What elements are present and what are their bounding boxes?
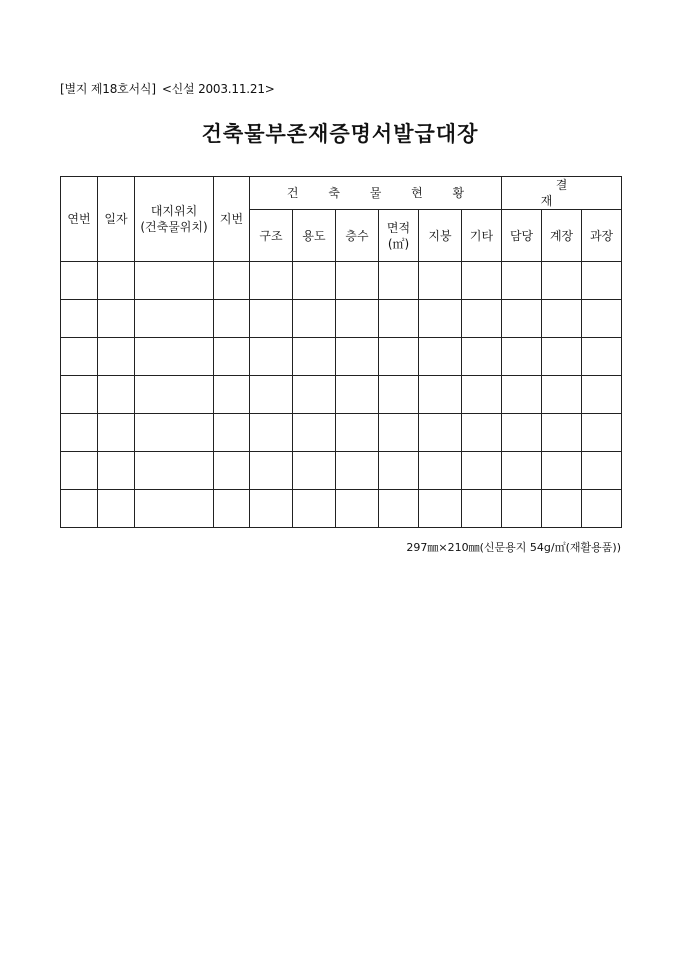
table-cell[interactable]: [61, 490, 98, 528]
table-cell[interactable]: [502, 414, 542, 452]
table-cell[interactable]: [462, 452, 502, 490]
table-cell[interactable]: [98, 262, 135, 300]
table-cell[interactable]: [462, 376, 502, 414]
table-cell[interactable]: [502, 452, 542, 490]
table-cell[interactable]: [214, 338, 250, 376]
table-cell[interactable]: [502, 338, 542, 376]
table-cell[interactable]: [250, 338, 293, 376]
header-approval-text: 결 재: [540, 178, 598, 209]
table-cell[interactable]: [214, 414, 250, 452]
table-cell[interactable]: [336, 490, 379, 528]
table-cell[interactable]: [582, 376, 622, 414]
table-cell[interactable]: [214, 300, 250, 338]
table-cell[interactable]: [336, 376, 379, 414]
table-cell[interactable]: [419, 338, 462, 376]
table-cell[interactable]: [250, 376, 293, 414]
table-cell[interactable]: [542, 262, 582, 300]
table-cell[interactable]: [98, 338, 135, 376]
table-cell[interactable]: [462, 300, 502, 338]
table-cell[interactable]: [98, 414, 135, 452]
table-cell[interactable]: [379, 490, 419, 528]
table-cell[interactable]: [98, 300, 135, 338]
table-cell[interactable]: [379, 300, 419, 338]
table-cell[interactable]: [379, 338, 419, 376]
table-cell[interactable]: [502, 262, 542, 300]
table-cell[interactable]: [542, 300, 582, 338]
table-cell[interactable]: [582, 414, 622, 452]
header-usage: 용도: [293, 210, 336, 262]
table-row: [61, 414, 622, 452]
table-cell[interactable]: [250, 490, 293, 528]
table-cell[interactable]: [250, 452, 293, 490]
header-area-line1: 면적: [386, 220, 411, 235]
form-number-label: [60, 80, 275, 97]
form-revision: <신설 2003.11.21>: [161, 82, 275, 96]
table-cell[interactable]: [293, 414, 336, 452]
header-chief: 계장: [542, 210, 582, 262]
table-cell[interactable]: [98, 376, 135, 414]
table-cell[interactable]: [419, 490, 462, 528]
table-cell[interactable]: [293, 300, 336, 338]
table-cell[interactable]: [61, 376, 98, 414]
header-lot-number: 지번: [214, 177, 250, 262]
table-cell[interactable]: [336, 452, 379, 490]
table-cell[interactable]: [214, 490, 250, 528]
header-building-status: [250, 177, 502, 210]
table-row: [61, 376, 622, 414]
table-cell[interactable]: [214, 452, 250, 490]
table-cell[interactable]: [419, 262, 462, 300]
table-cell[interactable]: [293, 452, 336, 490]
table-cell[interactable]: [250, 414, 293, 452]
header-building-status-text: 건 축 물 현 황: [286, 186, 478, 201]
table-cell[interactable]: [542, 376, 582, 414]
table-cell[interactable]: [502, 300, 542, 338]
header-serial-no: 연번: [61, 177, 98, 262]
header-structure: 구조: [250, 210, 293, 262]
table-cell[interactable]: [293, 490, 336, 528]
table-cell[interactable]: [379, 376, 419, 414]
table-cell[interactable]: [582, 452, 622, 490]
table-row: [61, 300, 622, 338]
header-in-charge: 담당: [502, 210, 542, 262]
table-cell[interactable]: [336, 338, 379, 376]
table-cell[interactable]: [135, 338, 214, 376]
table-row: [61, 490, 622, 528]
table-cell[interactable]: [336, 300, 379, 338]
header-date: 일자: [98, 177, 135, 262]
table-cell[interactable]: [61, 452, 98, 490]
table-cell[interactable]: [542, 414, 582, 452]
table-cell[interactable]: [135, 376, 214, 414]
table-cell[interactable]: [419, 300, 462, 338]
table-cell[interactable]: [542, 338, 582, 376]
table-cell[interactable]: [379, 414, 419, 452]
table-cell[interactable]: [502, 376, 542, 414]
table-cell[interactable]: [61, 300, 98, 338]
table-cell[interactable]: [462, 338, 502, 376]
header-area-close: ): [404, 236, 410, 251]
table-cell[interactable]: [419, 452, 462, 490]
table-cell[interactable]: [336, 414, 379, 452]
header-area-line2: [379, 236, 418, 252]
table-cell[interactable]: [135, 452, 214, 490]
table-cell[interactable]: [582, 300, 622, 338]
table-cell[interactable]: [462, 414, 502, 452]
table-cell[interactable]: [293, 338, 336, 376]
header-area: [379, 210, 419, 262]
paper-spec-footnote: 297㎜×210㎜(신문용지 54g/㎡(재활용품)): [406, 541, 621, 554]
header-area-unit: (㎡: [387, 236, 405, 251]
header-row-main: [61, 177, 622, 210]
header-other: 기타: [462, 210, 502, 262]
table-row: [61, 452, 622, 490]
header-approval: [502, 177, 622, 210]
header-roof: 지붕: [419, 210, 462, 262]
table-cell[interactable]: [135, 262, 214, 300]
table-cell[interactable]: [250, 262, 293, 300]
table-cell[interactable]: [214, 262, 250, 300]
table-cell[interactable]: [462, 490, 502, 528]
table-row: [61, 262, 622, 300]
table-cell[interactable]: [250, 300, 293, 338]
header-site-location-line1: 대지위치: [150, 204, 198, 218]
table-cell[interactable]: [135, 414, 214, 452]
table-cell[interactable]: [293, 262, 336, 300]
table-cell[interactable]: [379, 262, 419, 300]
table-cell[interactable]: [542, 452, 582, 490]
table-cell[interactable]: [135, 490, 214, 528]
ledger-body: [61, 262, 622, 528]
table-cell[interactable]: [98, 452, 135, 490]
table-cell[interactable]: [502, 490, 542, 528]
table-cell[interactable]: [214, 376, 250, 414]
table-row: [61, 338, 622, 376]
table-cell[interactable]: [98, 490, 135, 528]
table-cell[interactable]: [336, 262, 379, 300]
header-floors: 층수: [336, 210, 379, 262]
form-number: [별지 제18호서식]: [60, 82, 156, 96]
table-cell[interactable]: [61, 414, 98, 452]
table-cell[interactable]: [582, 338, 622, 376]
table-cell[interactable]: [582, 490, 622, 528]
issuance-ledger-table: [60, 176, 622, 528]
table-cell[interactable]: [293, 376, 336, 414]
table-cell[interactable]: [542, 490, 582, 528]
table-cell[interactable]: [379, 452, 419, 490]
header-site-location-line2: (건축물위치): [140, 220, 208, 235]
header-director: 과장: [582, 210, 622, 262]
table-cell[interactable]: [419, 414, 462, 452]
table-cell[interactable]: [61, 262, 98, 300]
header-site-location: [135, 177, 214, 262]
table-cell[interactable]: [582, 262, 622, 300]
table-cell[interactable]: [61, 338, 98, 376]
table-cell[interactable]: [462, 262, 502, 300]
table-cell[interactable]: [135, 300, 214, 338]
table-cell[interactable]: [419, 376, 462, 414]
document-title: 건축물부존재증명서발급대장: [201, 121, 479, 146]
